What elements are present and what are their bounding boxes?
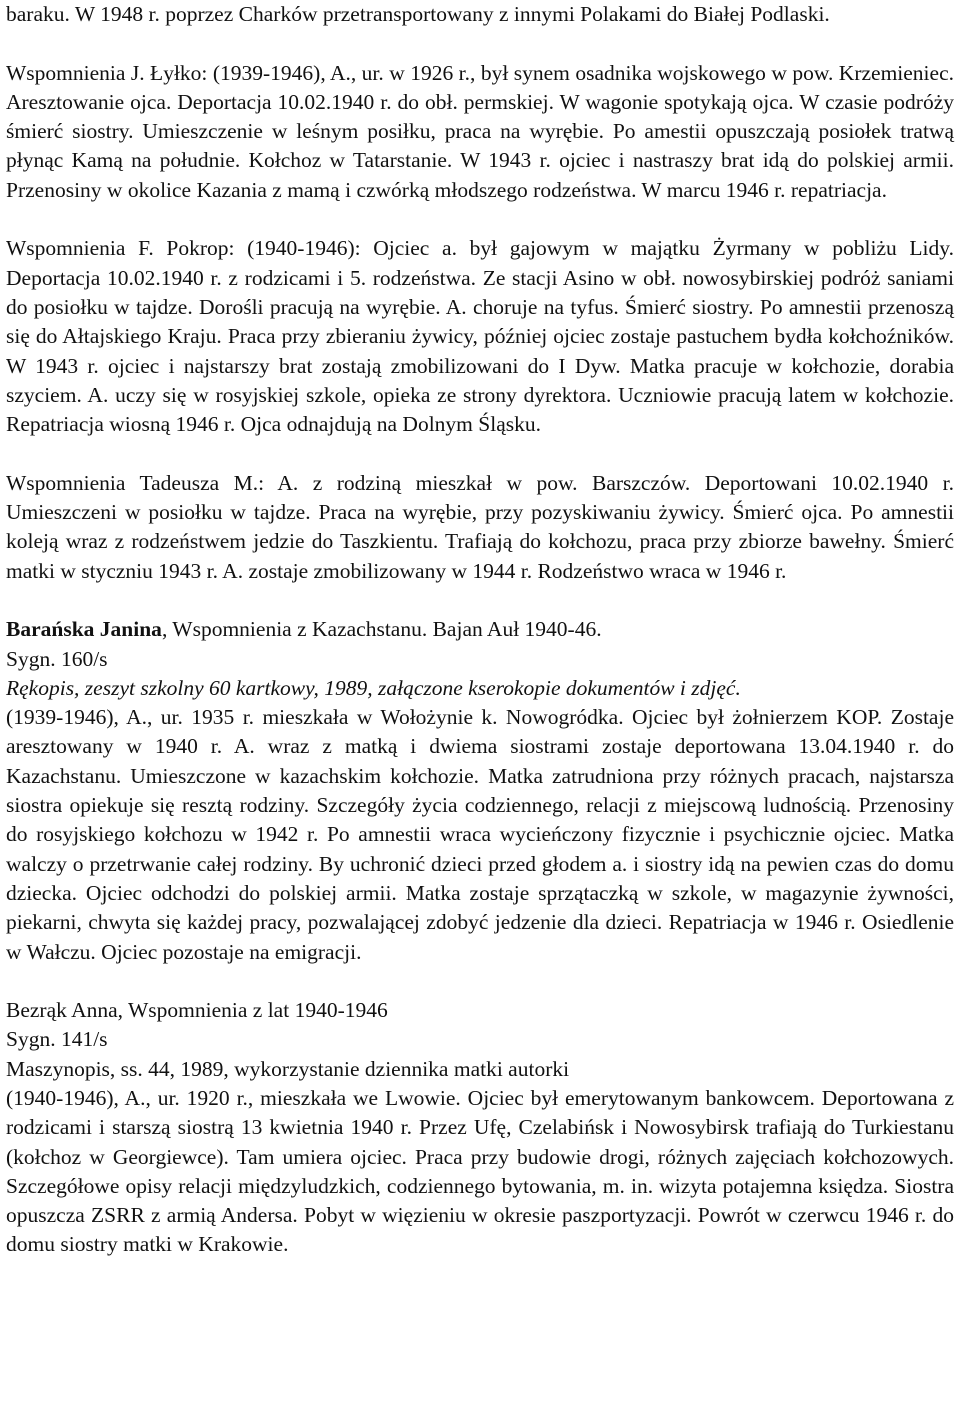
paragraph-lylko-memoir: Wspomnienia J. Łyłko: (1939-1946), A., ur. w 1926 r., był synem osadnika wojskowego w pow. Krzemieniec. Aresztowanie ojca. Deportacja 10.02.1940 r. do obł. permskiej. W wagonie spotykają ojca. W czasie podróży śmierć siostry. Umieszczenie w leśnym posiłku, praca na wyrębie. Po amestii opuszczają posiołek tratwą płynąc Kamą na południe. Kołchoz w Tatarstanie. W 1943 r. ojciec i nastraszy brat idą do polskiej armii. Przenosiny w okolice Kazania z mamą i czwórką młodszego rodzeństwa. W marcu 1946 r. repatriacja.	[6, 60, 954, 202]
signature-number: Sygn. 141/s	[6, 1027, 108, 1052]
entry-title	[6, 615, 954, 644]
document-page	[6, 0, 954, 1260]
entry-bezrak	[6, 996, 954, 1260]
entry-title-rest: , Wspomnienia z Kazachstanu. Bajan Auł 1940-46.	[161, 617, 602, 642]
paragraph-gap	[6, 439, 954, 468]
entry-title: Bezrąk Anna, Wspomnienia z lat 1940-1946	[6, 998, 388, 1023]
signature-number: Sygn. 160/s	[6, 646, 108, 671]
entry-body: (1940-1946), A., ur. 1920 r., mieszkała we Lwowie. Ojciec był emerytowanym bankowcem. Deportowana z rodzicami i starszą siostrą 13 kwietnia 1940 r. Przez Ufę, Czelabińsk i Nowosybirsk trafiają do Turkiestanu (kołchoz w Georgiewce). Tam umiera ojciec. Praca przy budowie drogi, różnych zajęciach kołchozowych. Szczegółowe opisy relacji międzyludzkich, codziennego bytowania, m. in. wizyta potajemna księdza. Siostra opuszcza ZSRR z armią Andersa. Pobyt w więzieniu w okresie paszportyzacji. Powrót w czerwcu 1946 r. do domu siostry matki w Krakowie.	[6, 1085, 954, 1257]
paragraph-gap	[6, 29, 954, 58]
paragraph-gap	[6, 586, 954, 615]
paragraph-pokrop-memoir: Wspomnienia F. Pokrop: (1940-1946): Ojciec a. był gajowym w majątku Żyrmany w pobliżu Lidy. Deportacja 10.02.1940 r. z rodzicami i 5. rodzeństwa. Ze stacji Asino w obł. nowosybirskiej podróż saniami do posiołku w tajdze. Dorośli pracują na wyrębie. A. choruje na tyfus. Śmierć siostry. Po amnestii przenoszą się do Ałtajskiego Kraju. Praca przy zbieraniu żywicy, później ojciec zostaje pastuchem bydła kołchoźników. W 1943 r. ojciec i najstarszy brat zostają zmobilizowani do I Dyw. Matka pracuje w kołchozie, dorabia szyciem. A. uczy się w rosyjskiej szkole, opieka ze strony dyrektora. Uczniowie pracują latem w kołchozie. Repatriacja wiosną 1946 r. Ojca odnajdują na Dolnym Śląsku.	[6, 236, 954, 437]
paragraph-gap	[6, 205, 954, 234]
author-name: Barańska Janina	[6, 617, 162, 642]
paragraph-tadeusz-memoir: Wspomnienia Tadeusza M.: A. z rodziną mieszkał w pow. Barszczów. Deportowani 10.02.1940 r. Umieszczeni w posiołku w tajdze. Praca na wyrębie, przy pozyskiwaniu żywicy. Śmierć ojca. Po amnestii koleją wraz z rodzeństwem jedzie do Taszkientu. Trafiają do kołchozu, praca przy zbiorze bawełny. Śmierć matki w styczniu 1943 r. A. zostaje zmobilizowany w 1944 r. Rodzeństwo wraca w 1946 r.	[6, 470, 954, 583]
paragraph-barak-continuation: baraku. W 1948 r. poprzez Charków przetransportowany z innymi Polakami do Białej Podlaski.	[6, 2, 830, 26]
source-description: Maszynopis, ss. 44, 1989, wykorzystanie dziennika matki autorki	[6, 1056, 570, 1081]
entry-body: (1939-1946), A., ur. 1935 r. mieszkała w Wołożynie k. Nowogródka. Ojciec był żołnierzem KOP. Zostaje aresztowany w 1940 r. A. wraz z matką i dwiema siostrami zostaje deportowana 13.04.1940 r. do Kazachstanu. Umieszczone w kazachskim kołchozie. Matka zatrudniona przy różnych pracach, najstarsza siostra opiekuje się resztą rodziny. Szczegóły życia codziennego, relacji z miejscową ludnością. Przenosiny do rosyjskiego kołchozu w 1942 r. Po amnestii wraca wycieńczony fizycznie i psychicznie ojciec. Matka walczy o przetrwanie całej rodziny. By uchronić dzieci przed głodem a. i siostry idą na pewien czas do domu dziecka. Ojciec odchodzi do polskiej armii. Matka zostaje sprzątaczką w szkole, w magazynie żywności, piekarni, chwyta się każdej pracy, pozwalającej zdobyć jedzenie dla dzieci. Repatriacja w 1946 r. Osiedlenie w Wałczu. Ojciec pozostaje na emigracji.	[6, 705, 954, 964]
paragraph-gap	[6, 967, 954, 996]
source-description: Rękopis, zeszyt szkolny 60 kartkowy, 1989, załączone kserokopie dokumentów i zdjęć.	[6, 675, 741, 700]
entry-baranska	[6, 615, 954, 967]
